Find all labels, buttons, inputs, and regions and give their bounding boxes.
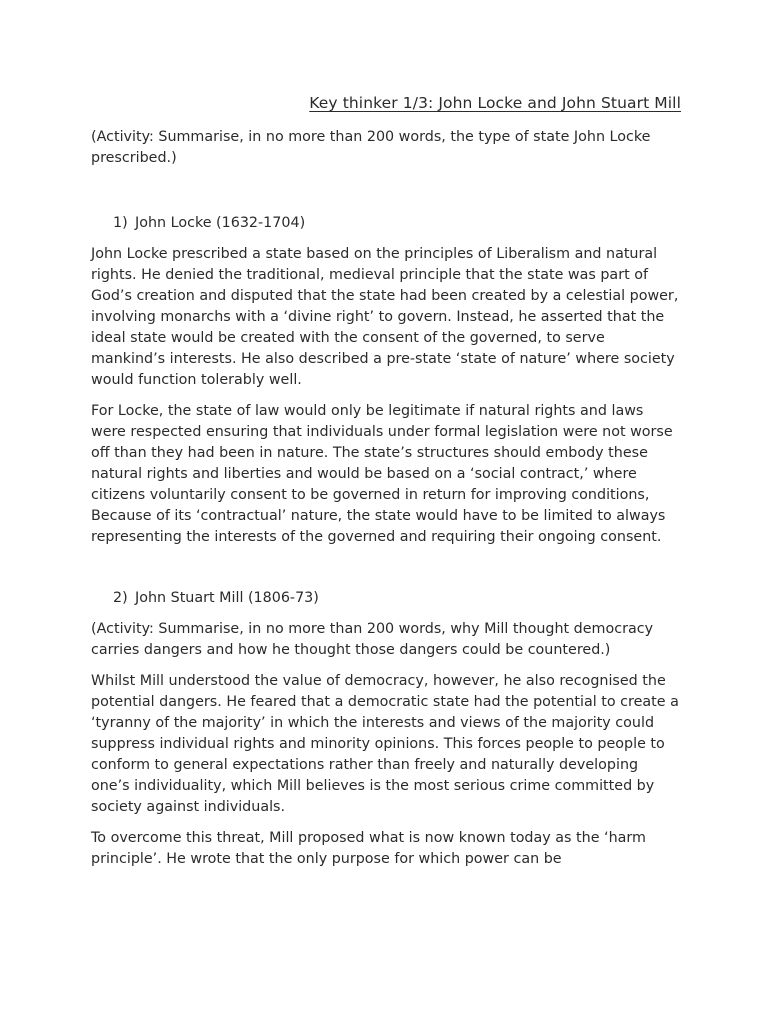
mill-paragraph-2: To overcome this threat, Mill proposed what is now known today as the ‘harm principle’. He wrote that the only purpose for which power can be — [91, 830, 646, 867]
section-number: 1) — [113, 215, 128, 231]
mill-paragraph-1: Whilst Mill understood the value of democracy, however, he also recognised the potential dangers. He feared that a democratic state had the potential to create a ‘tyranny of the majority’ in which the interests and views of the majority could suppress individual rights and minority opinions. This forces people to people to conform to general expectations rather than freely and naturally developing one’s individuality, which Mill believes is the most serious crime committed by society against individuals. — [91, 673, 679, 815]
locke-paragraph-1: John Locke prescribed a state based on the principles of Liberalism and natural rights. He denied the traditional, medieval principle that the state was part of God’s creation and disputed that the state had been created by a celestial power, involving monarchs with a ‘divine right’ to govern. Instead, he asserted that the ideal state would be created with the consent of the governed, to serve mankind’s interests. He also described a pre-state ‘state of nature’ where society would function tolerably well. — [91, 246, 679, 388]
section-heading-locke — [91, 213, 681, 234]
section-heading-text: John Stuart Mill (1806-73) — [135, 590, 319, 606]
activity-instruction-2: (Activity: Summarise, in no more than 200 words, why Mill thought democracy carries dangers and how he thought those dangers could be countered.) — [91, 621, 654, 658]
section-heading-text: John Locke (1632-1704) — [135, 215, 306, 231]
document-page — [91, 93, 681, 870]
activity-instruction-1: (Activity: Summarise, in no more than 200 words, the type of state John Locke prescribed.) — [91, 129, 651, 166]
section-number: 2) — [113, 590, 128, 606]
section-heading-mill — [91, 588, 681, 609]
locke-paragraph-2: For Locke, the state of law would only be legitimate if natural rights and laws were respected ensuring that individuals under formal legislation were not worse off than they had been in nature. The state’s structures should embody these natural rights and liberties and would be based on a ‘social contract,’ where citizens voluntarily consent to be governed in return for improving conditions, Because of its ‘contractual’ nature, the state would have to be limited to always representing the interests of the governed and requiring their ongoing consent. — [91, 403, 673, 545]
document-title: Key thinker 1/3: John Locke and John Stuart Mill — [309, 94, 681, 112]
